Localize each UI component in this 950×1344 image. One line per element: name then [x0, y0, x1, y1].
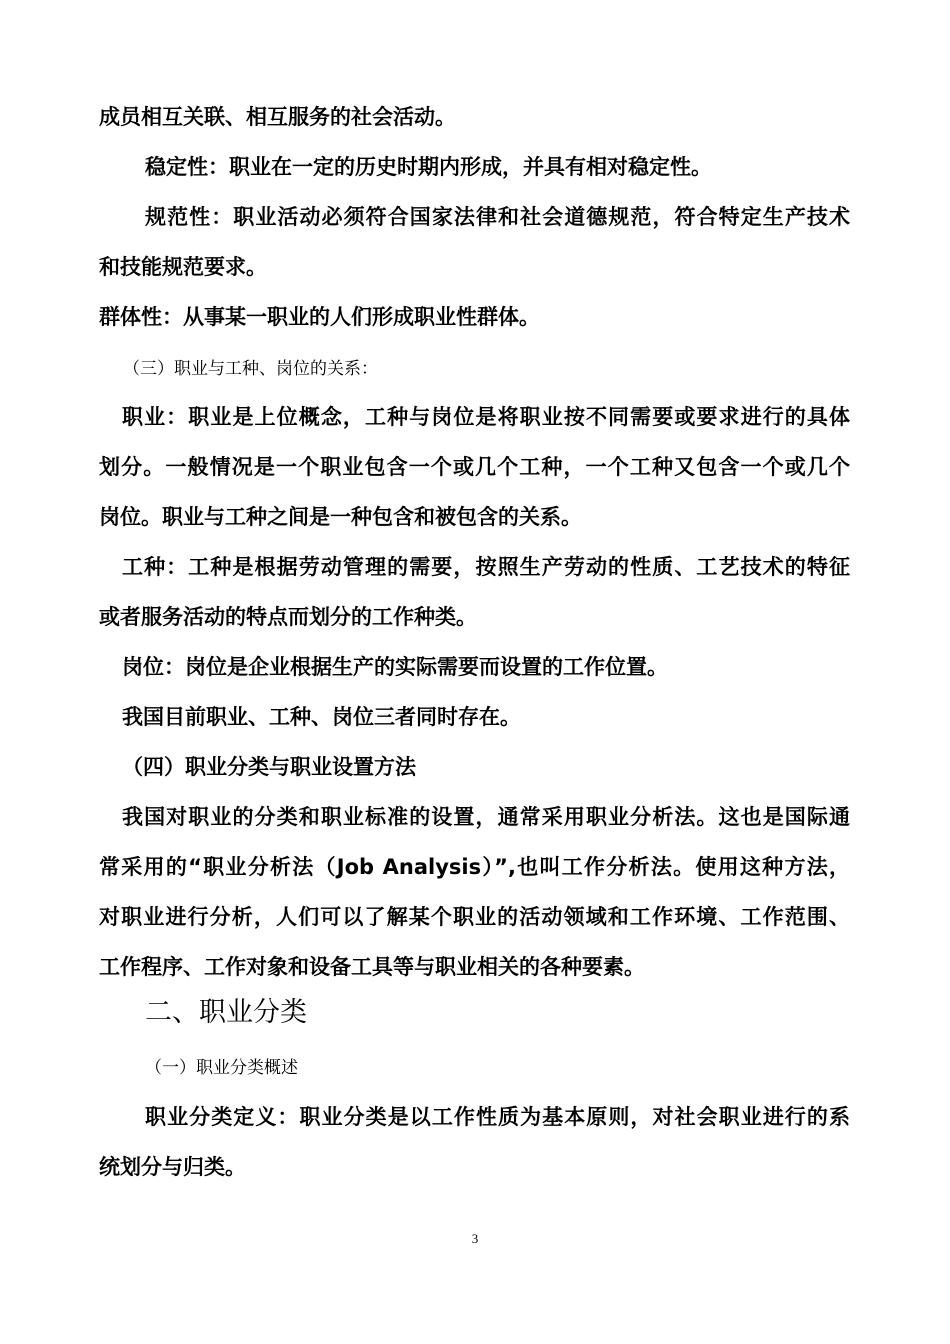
- text-line: 群体性：从事某一职业的人们形成职业性群体。: [99, 305, 540, 329]
- text-line: 稳定性：职业在一定的历史时期内形成，并具有相对稳定性。: [145, 155, 712, 179]
- text-line: 规范性：职业活动必须符合国家法律和社会道德规范，符合特定生产技术: [145, 205, 850, 229]
- section-heading: （四）职业分类与职业设置方法: [122, 755, 416, 779]
- subheading: （一）职业分类概述: [145, 1058, 298, 1078]
- text-line: 统划分与归类。: [99, 1155, 246, 1179]
- text-line: 或者服务活动的特点而划分的工作种类。: [99, 605, 477, 629]
- page-number: 3: [471, 1231, 479, 1246]
- text-line: 工种：工种是根据劳动管理的需要，按照生产劳动的性质、工艺技术的特征: [122, 555, 850, 579]
- text-line: 划分。一般情况是一个职业包含一个或几个工种，一个工种又包含一个或几个: [99, 455, 850, 479]
- chapter-heading: 二、职业分类: [145, 997, 307, 1028]
- text-line: 成员相互关联、相互服务的社会活动。: [99, 105, 456, 129]
- text-line: 和技能规范要求。: [99, 255, 267, 279]
- text-line: 职业分类定义：职业分类是以工作性质为基本原则，对社会职业进行的系: [145, 1105, 850, 1129]
- text-line: 对职业进行分析，人们可以了解某个职业的活动领域和工作环境、工作范围、: [99, 905, 850, 929]
- text-line: 岗位：岗位是企业根据生产的实际需要而设置的工作位置。: [122, 655, 668, 679]
- text-line: 工作程序、工作对象和设备工具等与职业相关的各种要素。: [99, 955, 645, 979]
- text-line: 常采用的“职业分析法（Job Analysis）”,也叫工作分析法。使用这种方法，: [99, 855, 850, 879]
- text-line: 职业：职业是上位概念，工种与岗位是将职业按不同需要或要求进行的具体: [122, 405, 850, 429]
- text-line: 我国对职业的分类和职业标准的设置，通常采用职业分析法。这也是国际通: [122, 805, 850, 829]
- subheading: （三）职业与工种、岗位的关系：: [123, 359, 378, 379]
- text-line: 我国目前职业、工种、岗位三者同时存在。: [122, 705, 521, 729]
- text-line: 岗位。职业与工种之间是一种包含和被包含的关系。: [99, 505, 582, 529]
